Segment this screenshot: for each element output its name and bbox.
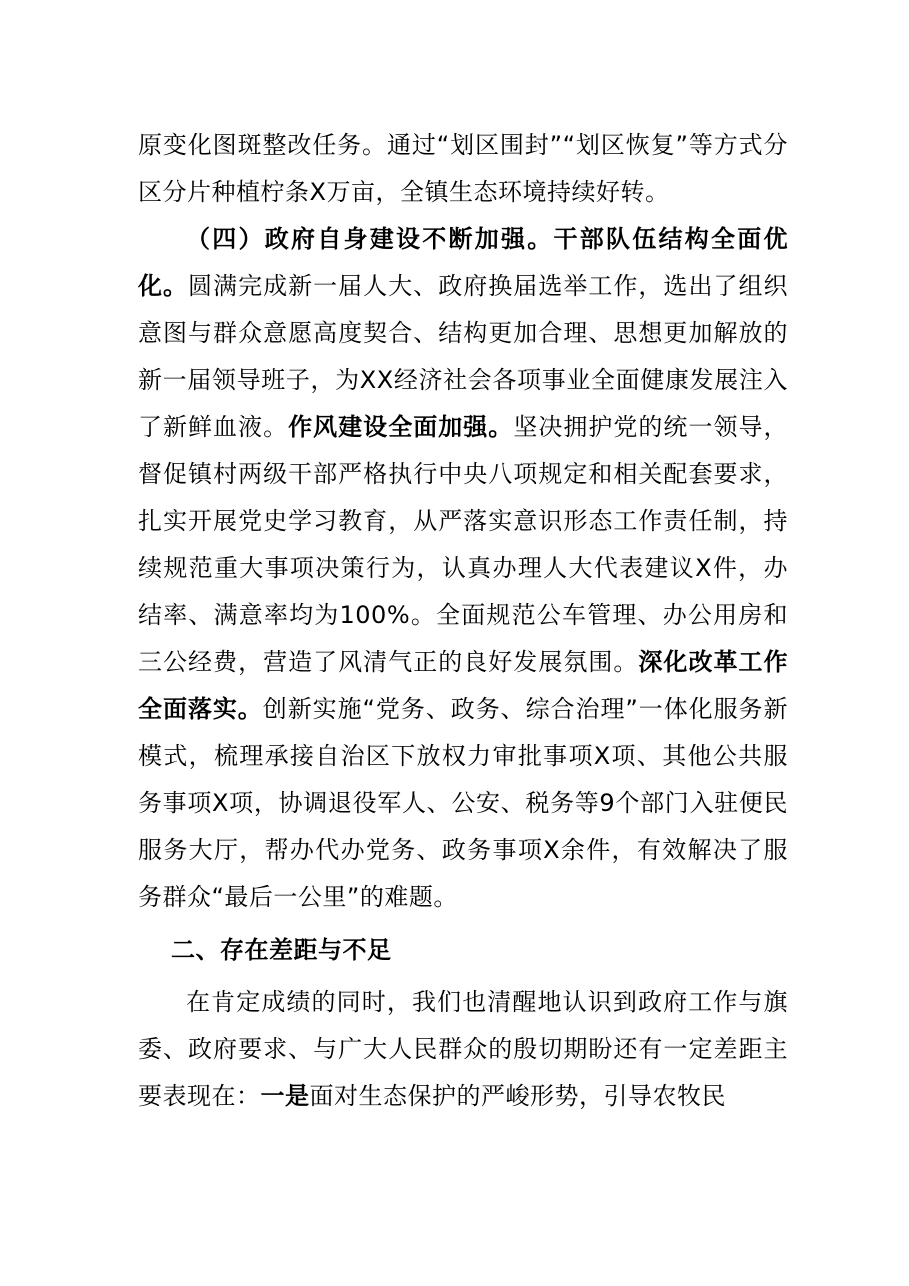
paragraph-text: 面对生态保护的严峻形势，引导农牧民: [309, 1082, 726, 1110]
paragraph-government-building: [138, 216, 788, 921]
section-heading-four: （四）政府自身建设不断加强。干部队伍结构全面优化。: [138, 225, 788, 300]
paragraph-text: 原变化图斑整改任务。通过“划区围封”“划区恢复”等方式分区分片种植柠条X万亩，全镇生态环境持续好转。: [138, 131, 788, 206]
bold-phrase-reform: 深化改革工作全面落实。: [138, 648, 789, 723]
paragraph-text: 圆满完成新一届人大、政府换届选举工作，选出了组织意图与群众意愿高度契合、结构更加合理、思想更加解放的新一届领导班子，为XX经济社会各项事业全面健康发展注入了新鲜血液。: [138, 272, 789, 441]
paragraph-text: 创新实施“党务、政务、综合治理”一体化服务新模式，梳理承接自治区下放权力审批事项X项、其他公共服务事项X项，协调退役军人、公安、税务等9个部门入驻便民服务大厅，帮办代办党务、政务事项X余件，有效解决了服务群众“最后一公里”的难题。: [138, 695, 789, 911]
paragraph-gaps: [138, 979, 788, 1120]
paragraph-ecology-continued: [138, 122, 788, 216]
paragraph-text: 在肯定成绩的同时，我们也清醒地认识到政府工作与旗委、政府要求、与广大人民群众的殷切期盼还有一定差距主要表现在：: [138, 988, 788, 1110]
section-heading-gaps: 二、存在差距与不足: [171, 936, 392, 964]
document-body: [138, 122, 788, 1120]
bold-phrase-work-style: 作风建设全面加强。: [288, 413, 514, 441]
bold-phrase-first: 一是: [260, 1082, 310, 1110]
paragraph-text: 坚决拥护党的统一领导，督促镇村两级干部严格执行中央八项规定和相关配套要求，扎实开展党史学习教育，从严落实意识形态工作责任制，持续规范重大事项决策行为，认真办理人大代表建议X件，办结率、满意率均为100%。全面规范公车管理、办公用房和三公经费，营造了风清气正的良好发展氛围。: [138, 413, 789, 676]
